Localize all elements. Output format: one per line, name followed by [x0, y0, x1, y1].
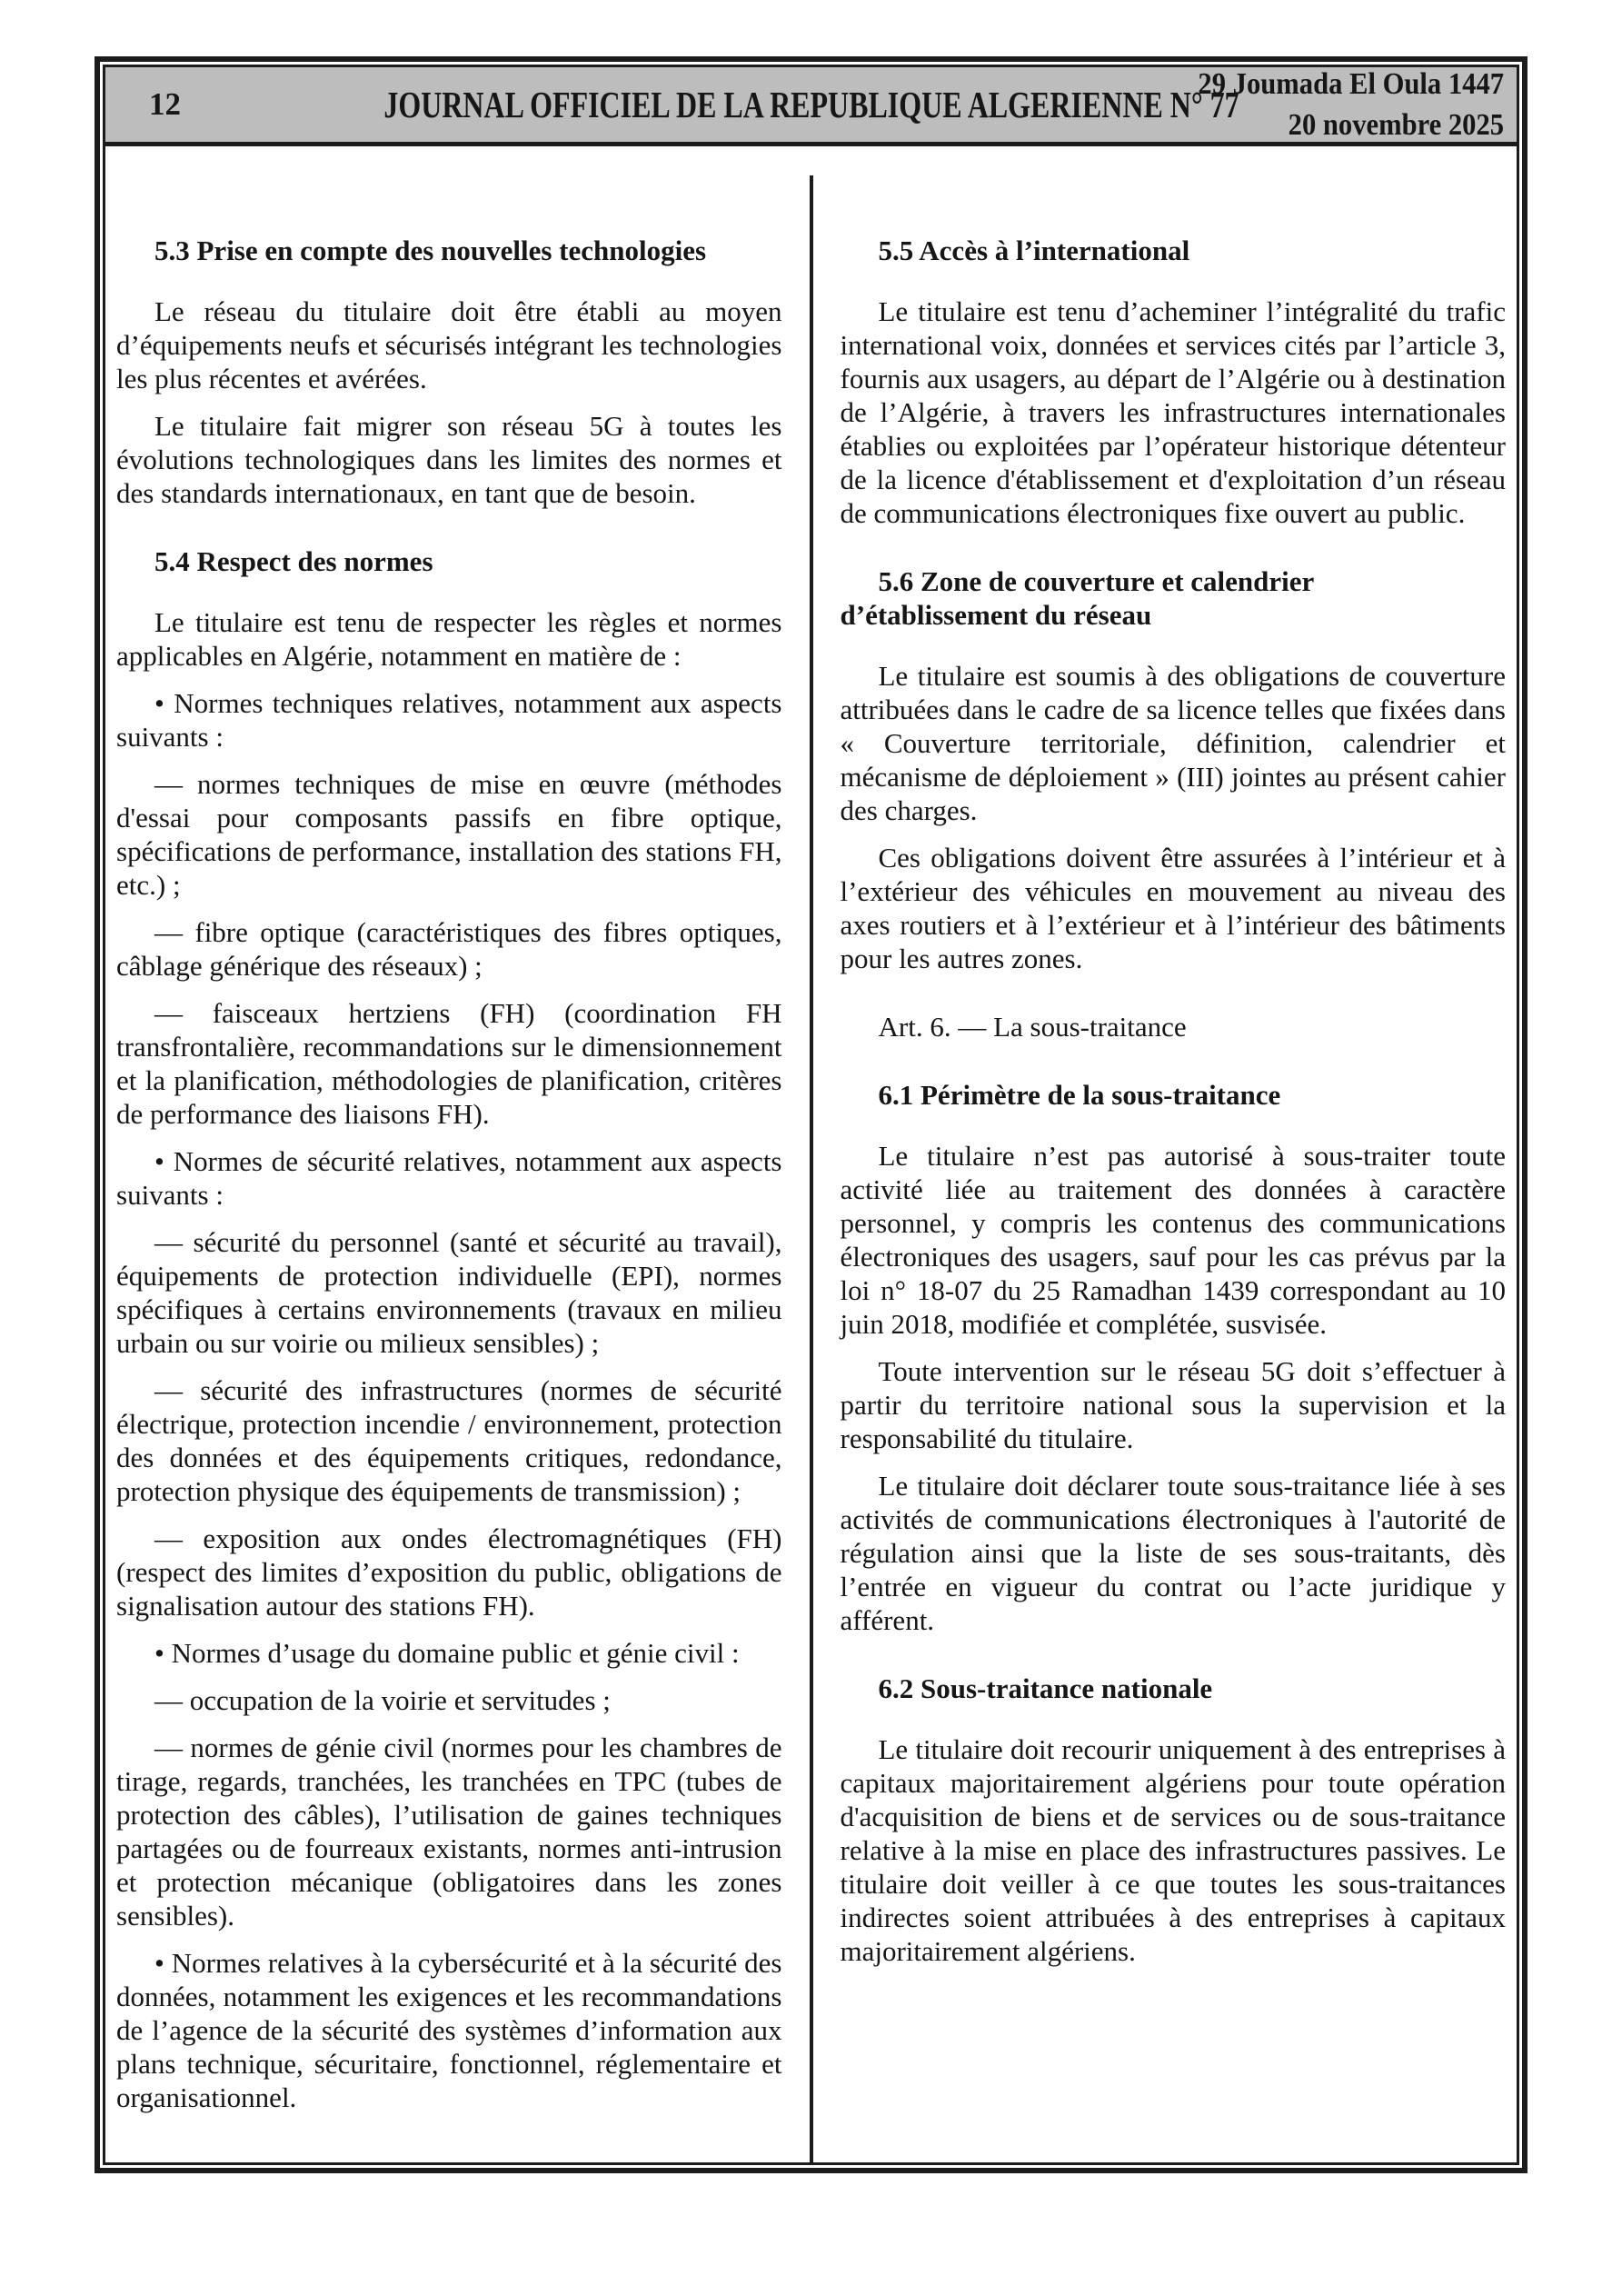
paragraph: Le titulaire fait migrer son réseau 5G à toutes les évolutions technologiques dans les limites des normes et des standards internationaux, en tant que de besoin. [116, 410, 782, 509]
page-outer-border [95, 56, 1527, 2173]
article-heading-6: Art. 6. — La sous-traitance [878, 1011, 1187, 1043]
paragraph: Le titulaire n’est pas autorisé à sous-traiter toute activité liée au traitement des données à caractère personnel, y compris les contenus des communications électroniques des usagers, sauf pour les cas prévus par la loi n° 18-07 du 25 Ramadhan 1439 correspondant au 10 juin 2018, modifiée et complétée, susvisée. [840, 1140, 1506, 1340]
paragraph: Le réseau du titulaire doit être établi au moyen d’équipements neufs et sécurisés intégrant les technologies les plus récentes et avérées. [116, 295, 782, 394]
dash-item: — exposition aux ondes électromagnétiques (FH) (respect des limites d’exposition du public, obligations de signalisation autour des stations FH). [116, 1522, 782, 1622]
paragraph: Le titulaire doit déclarer toute sous-traitance liée à ses activités de communications électroniques à l'autorité de régulation ainsi que la liste de ses sous-traitants, dès l’entrée en vigueur du contrat ou l’acte juridique y afférent. [840, 1470, 1506, 1636]
paragraph: Toute intervention sur le réseau 5G doit s’effectuer à partir du territoire national sous la supervision et la responsabilité du titulaire. [840, 1355, 1506, 1454]
dash-item: — sécurité du personnel (santé et sécurité au travail), équipements de protection individuelle (EPI), normes spécifiques à certains environnements (travaux en milieu urbain ou sur voirie ou milieux sensibles) ; [116, 1226, 782, 1359]
bullet-item: • Normes relatives à la cybersécurité et à la sécurité des données, notamment les exigences et les recommandations de l’agence de la sécurité des systèmes d’information aux plans technique, sécuritaire, fonctionnel, réglementaire et organisationnel. [116, 1947, 782, 2113]
date-gregorian: 20 novembre 2025 [1288, 108, 1504, 142]
page-inner-border [103, 65, 1519, 2165]
paragraph: Le titulaire est soumis à des obligations de couverture attribuées dans le cadre de sa licence telles que fixées dans « Couverture territoriale, définition, calendrier et mécanisme de déploiement » (III) jointes au présent cahier des charges. [840, 660, 1506, 826]
bullet-item: • Normes de sécurité relatives, notamment aux aspects suivants : [116, 1145, 782, 1211]
page-number: 12 [149, 86, 181, 122]
bullet-item: • Normes d’usage du domaine public et génie civil : [154, 1637, 740, 1669]
section-heading-5-3: 5.3 Prise en compte des nouvelles technologies [154, 235, 707, 266]
header-band [105, 67, 1517, 146]
paragraph: Le titulaire est tenu d’acheminer l’intégralité du trafic international voix, données et services cités par l’article 3, fournis aux usagers, au départ de l’Algérie ou à destination de l’Algérie, à travers les infrastructures internationales établies ou exploitées par l’opérateur historique détenteur de la licence d'établissement et d'exploitation d’un réseau de communications électroniques fixe ouvert au public. [840, 295, 1506, 529]
dash-item: — occupation de la voirie et servitudes ; [154, 1684, 611, 1716]
section-heading-5-6: 5.6 Zone de couverture et calendrier d’établissement du réseau [840, 565, 1314, 631]
date-hijri: 29 Joumada El Oula 1447 [1198, 67, 1504, 101]
paragraph: Ces obligations doivent être assurées à l’intérieur et à l’extérieur des véhicules en mouvement au niveau des axes routiers et à l’extérieur et à l’intérieur des bâtiments pour les autres zones. [840, 842, 1506, 974]
dash-item: — sécurité des infrastructures (normes de sécurité électrique, protection incendie / environnement, protection des données et des équipements critiques, redondance, protection physique des équipements de transmission) ; [116, 1374, 782, 1507]
left-column [105, 175, 810, 2162]
header-dates [1198, 64, 1504, 145]
bullet-item: • Normes techniques relatives, notamment aux aspects suivants : [116, 687, 782, 753]
section-heading-6-2: 6.2 Sous-traitance nationale [878, 1672, 1213, 1704]
section-heading-5-5: 5.5 Accès à l’international [878, 235, 1190, 266]
dash-item: — normes de génie civil (normes pour les chambres de tirage, regards, tranchées, les tranchées en TPC (tubes de protection des câbles), l’utilisation de gaines techniques partagées ou de fourreaux existants, normes anti-intrusion et protection mécanique (obligatoires dans les zones sensibles). [116, 1732, 782, 1932]
page-content [105, 175, 1517, 2162]
dash-item: — fibre optique (caractéristiques des fibres optiques, câblage générique des réseaux) ; [116, 916, 782, 982]
dash-item: — normes techniques de mise en œuvre (méthodes d'essai pour composants passifs en fibre optique, spécifications de performance, installation des stations FH, etc.) ; [116, 768, 782, 901]
paragraph: Le titulaire est tenu de respecter les règles et normes applicables en Algérie, notamment en matière de : [116, 606, 782, 672]
paragraph: Le titulaire doit recourir uniquement à des entreprises à capitaux majoritairement algériens pour toute opération d'acquisition de biens et de services ou de sous-traitance relative à la mise en place des infrastructures passives. Le titulaire doit veiller à ce que toutes les sous-traitances indirectes soient attribuées à des entreprises à capitaux majoritairement algériens. [840, 1733, 1506, 1967]
section-heading-6-1: 6.1 Périmètre de la sous-traitance [878, 1079, 1281, 1111]
section-heading-5-4: 5.4 Respect des normes [154, 545, 433, 577]
journal-title: JOURNAL OFFICIEL DE LA REPUBLIQUE ALGERIENNE N° 77 [383, 84, 1239, 125]
right-column [813, 175, 1518, 2162]
dash-item: — faisceaux hertziens (FH) (coordination FH transfrontalière, recommandations sur le dimensionnement et la planification, méthodologies de planification, critères de performance des liaisons FH). [116, 997, 782, 1130]
